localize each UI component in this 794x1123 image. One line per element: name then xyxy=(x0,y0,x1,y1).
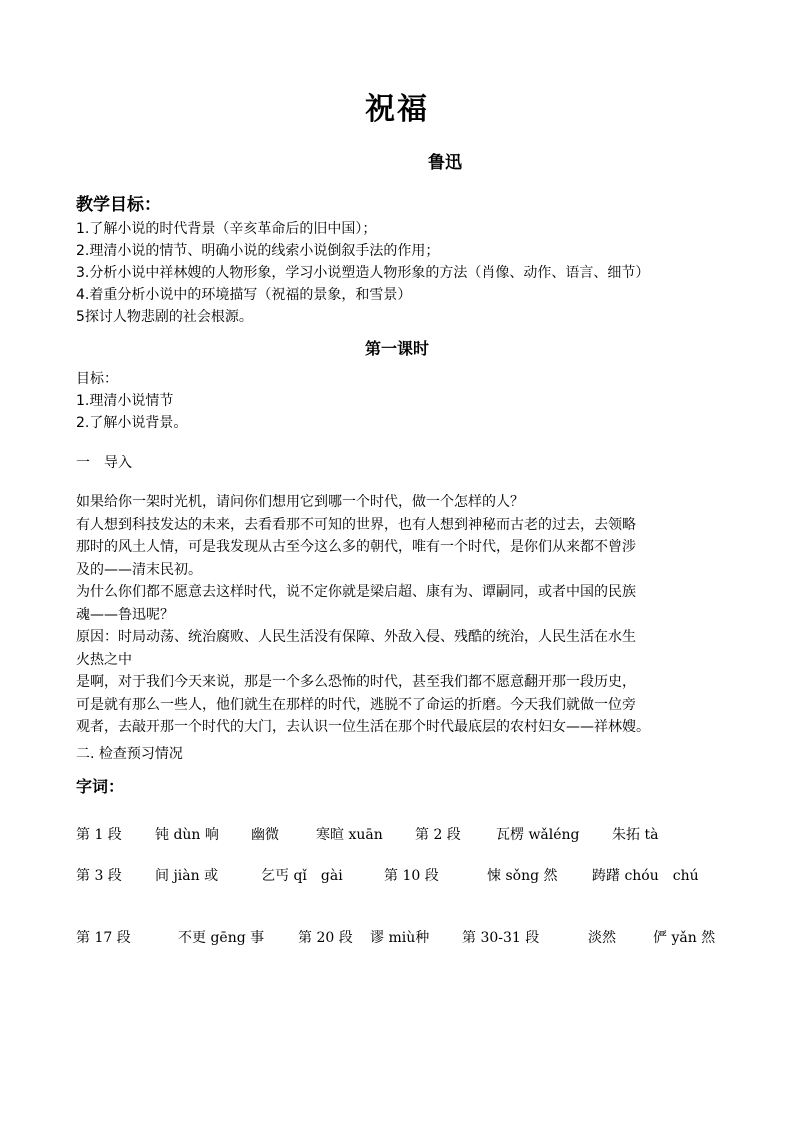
paragraph-line: 原因：时局动荡、统治腐败、人民生活没有保障、外敌入侵、残酷的统治，人民生活在水生 xyxy=(76,629,636,645)
lesson-goal-item: 2.了解小说背景。 xyxy=(76,415,188,431)
intro-paragraph xyxy=(76,491,726,739)
vocab-paragraph-label: 第 1 段 xyxy=(76,827,122,843)
goal-item: 3.分析小说中祥林嫂的人物形象，学习小说塑造人物形象的方法（肖像、动作、语言、细节） xyxy=(76,265,650,281)
vocab-word: 钝 dùn 响 xyxy=(155,827,219,843)
vocab-paragraph-label: 第 30-31 段 xyxy=(462,930,540,946)
paragraph-line: 火热之中 xyxy=(76,651,132,668)
paragraph-line: 及的——清末民初。 xyxy=(76,561,202,578)
lesson-goal-item: 目标： xyxy=(76,371,118,387)
vocab-word: 乞丐 qǐ gài xyxy=(261,868,343,884)
paragraph-line: 魂——鲁迅呢？ xyxy=(76,606,174,623)
teaching-goals-heading: 教学目标： xyxy=(76,195,161,215)
vocab-word: 瓦楞 wǎléng xyxy=(496,827,580,843)
section-preview-heading: 二. 检查预习情况 xyxy=(76,746,183,762)
lesson-heading: 第一课时 xyxy=(364,339,429,358)
vocab-word: 朱拓 tà xyxy=(612,827,659,843)
section-intro-heading: 一 导入 xyxy=(76,455,132,471)
paragraph-line: 可是就有那么一些人，他们就生在那样的时代，逃脱不了命运的折磨。今天我们就做一位旁 xyxy=(76,696,636,713)
goal-item: 2.理清小说的情节、明确小说的线索小说倒叙手法的作用； xyxy=(76,243,440,259)
vocab-paragraph-label: 第 17 段 xyxy=(76,930,131,946)
vocab-word: 间 jiàn 或 xyxy=(155,868,219,884)
vocab-word: 幽微 xyxy=(251,827,279,843)
goal-item: 4.着重分析小说中的环境描写（祝福的景象，和雪景） xyxy=(76,287,412,303)
paragraph-line: 那时的风土人情，可是我发现从古至今这么多的朝代，唯有一个时代，是你们从来都不曾涉 xyxy=(76,539,636,555)
vocab-word: 踌躇 chóu chú xyxy=(592,868,699,884)
paragraph-line: 如果给你一架时光机，请问你们想用它到哪一个时代，做一个怎样的人？ xyxy=(76,494,524,510)
teaching-goals-list xyxy=(76,218,649,328)
paragraph-line: 有人想到科技发达的未来，去看看那不可知的世界，也有人想到神秘而古老的过去，去领略 xyxy=(76,516,636,533)
vocab-word: 谬 miù种 xyxy=(370,930,430,946)
goal-item: 1.了解小说的时代背景（辛亥革命后的旧中国）； xyxy=(76,221,377,237)
vocab-paragraph-label: 第 10 段 xyxy=(384,868,439,884)
vocab-word: 俨 yǎn 然 xyxy=(653,930,716,946)
vocab-word: 淡然 xyxy=(588,930,616,946)
document-title: 祝福 xyxy=(365,92,429,127)
vocab-word: 不更 gēng 事 xyxy=(178,930,265,946)
vocab-word: 悚 sǒng 然 xyxy=(487,868,558,884)
vocab-word: 寒暄 xuān xyxy=(316,827,383,843)
author-name: 鲁迅 xyxy=(428,153,462,173)
paragraph-line: 是啊，对于我们今天来说，那是一个多么恐怖的时代，甚至我们都不愿意翻开那一段历史， xyxy=(76,674,636,690)
vocab-paragraph-label: 第 20 段 xyxy=(298,930,353,946)
lesson-goals-list xyxy=(76,368,187,434)
lesson-goal-item: 1.理清小说情节 xyxy=(76,393,174,409)
vocab-paragraph-label: 第 3 段 xyxy=(76,868,122,884)
vocab-paragraph-label: 第 2 段 xyxy=(415,827,461,843)
paragraph-line: 为什么你们都不愿意去这样时代，说不定你就是梁启超、康有为、谭嗣同，或者中国的民族 xyxy=(76,584,636,600)
paragraph-line: 观者，去敲开那一个时代的大门，去认识一位生活在那个时代最底层的农村妇女——祥林嫂。 xyxy=(76,719,650,735)
goal-item: 5探讨人物悲剧的社会根源。 xyxy=(76,309,253,325)
vocabulary-heading: 字词： xyxy=(76,777,125,796)
